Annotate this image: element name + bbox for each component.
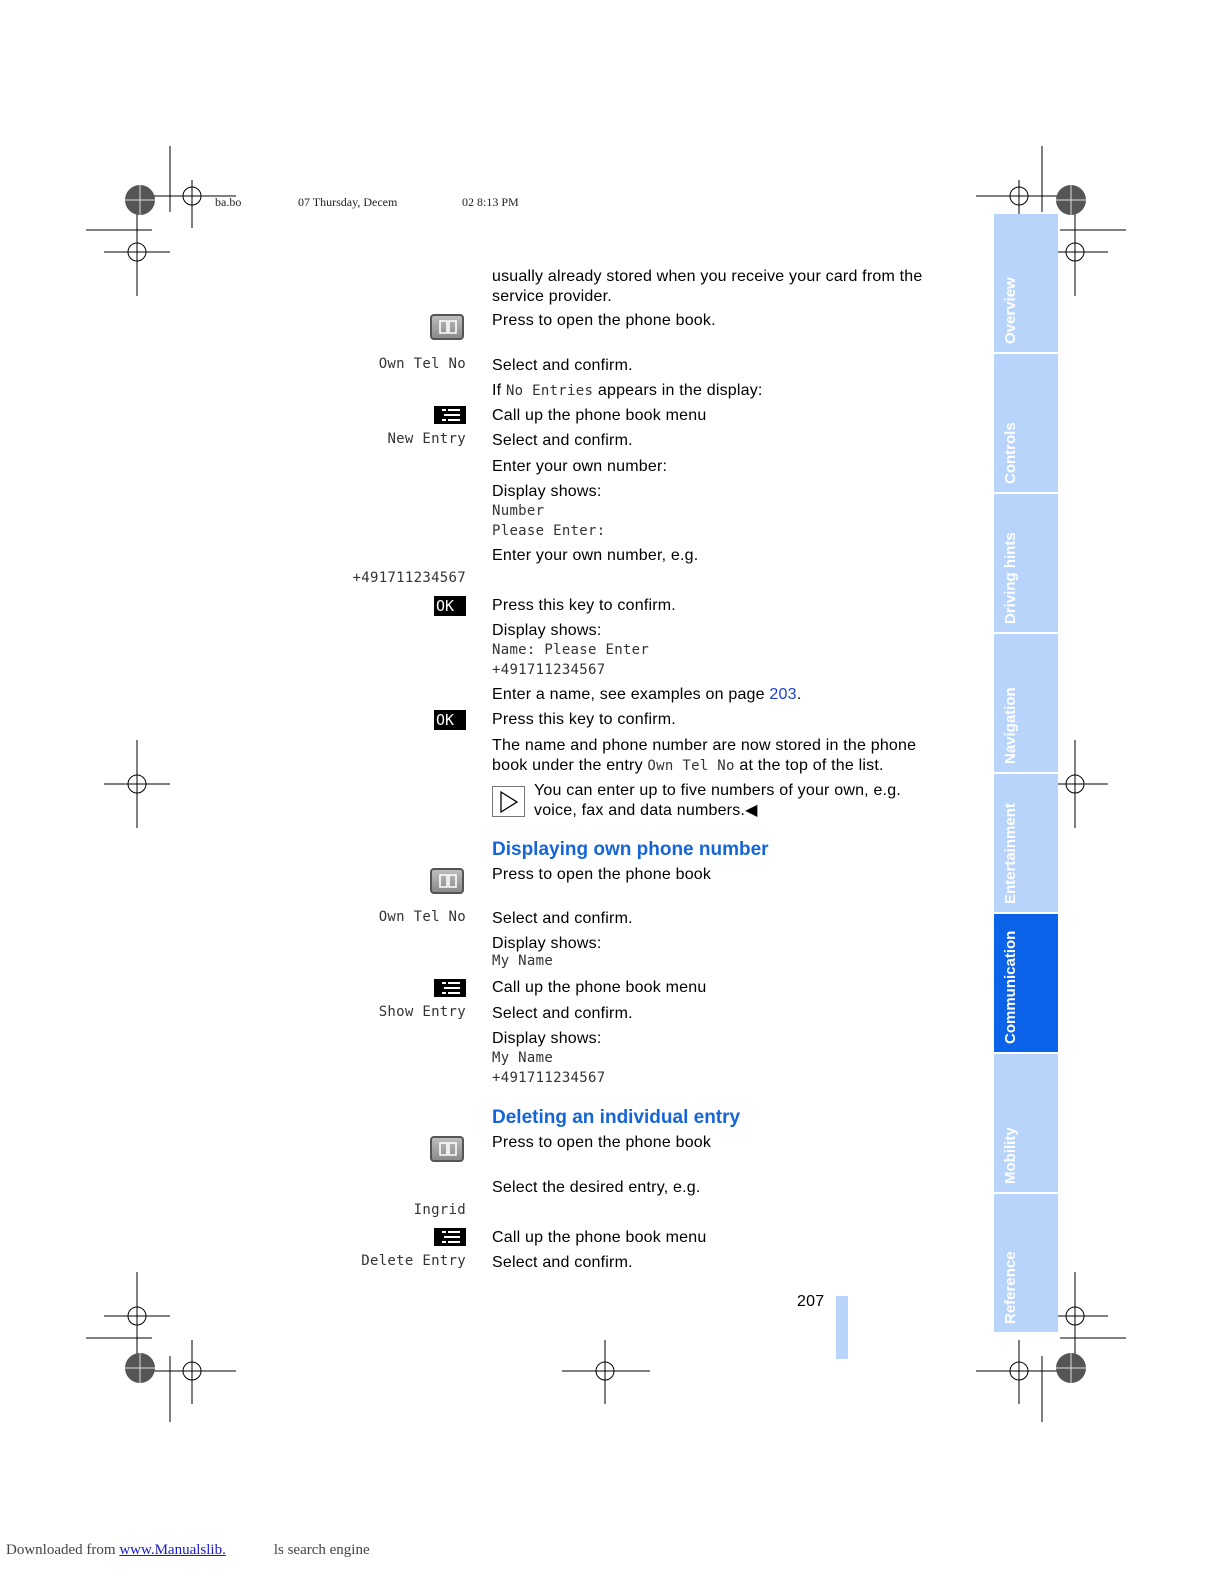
lcd-display-4: My Name +491711234567 [492,1050,606,1086]
page-link-203[interactable]: 203 [769,686,797,703]
tab-navigation[interactable]: Navigation [994,634,1058,772]
book-icon [438,873,458,889]
if-no-entries: If No Entries appears in the display: [492,382,763,399]
menu-icon [442,408,460,422]
step-open-phonebook-3: Press to open the phone book [492,1134,712,1151]
step-press-confirm-2: Press this key to confirm. [492,711,676,728]
step-call-menu-2: Call up the phone book menu [492,979,707,996]
stored-text: The name and phone number are now stored in the phone book under the entry Own Tel No at the top of the list. [492,737,917,774]
menu-button[interactable] [434,406,466,424]
lcd-display-1: Number Please Enter: [492,503,606,539]
tab-mobility[interactable]: Mobility [994,1054,1058,1192]
step-select-confirm-5: Select and confirm. [492,1254,633,1271]
tab-driving-hints[interactable]: Driving hints [994,494,1058,632]
tab-entertainment[interactable]: Entertainment [994,774,1058,912]
chapter-tabs [994,214,1058,1334]
menu-button-3[interactable] [434,1228,466,1246]
lcd-ingrid: Ingrid [413,1202,466,1218]
footer-downloaded: Downloaded from www.Manualslib. ls search engine [6,1542,370,1558]
lcd-display-2: Name: Please Enter +491711234567 [492,642,650,678]
ok-button-2[interactable]: OK [434,710,466,730]
header-date: 07 Thursday, Decem [298,195,398,209]
tab-overview[interactable]: Overview [994,214,1058,352]
note-arrow-icon [492,786,526,818]
step-select-desired: Select the desired entry, e.g. [492,1179,701,1196]
lcd-new-entry: New Entry [387,431,466,447]
phone-book-button[interactable] [430,314,464,340]
step-enter-own: Enter your own number: [492,458,668,475]
heading-displaying-own: Displaying own phone number [492,839,769,860]
book-icon [438,1141,458,1157]
step-select-confirm-4: Select and confirm. [492,1005,633,1022]
header-file: ba.bo [215,195,242,209]
step-call-menu-3: Call up the phone book menu [492,1229,707,1246]
intro-text: usually already stored when you receive your card from the service provider. [492,268,923,305]
tab-controls[interactable]: Controls [994,354,1058,492]
menu-icon [442,981,460,995]
step-select-confirm-2: Select and confirm. [492,432,633,449]
step-enter-eg: Enter your own number, e.g. [492,547,699,564]
lcd-own-tel-no-2: Own Tel No [378,909,466,925]
note-text: You can enter up to five numbers of your own, e.g. voice, fax and data numbers.◀ [534,782,901,819]
tab-reference[interactable]: Reference [994,1194,1058,1332]
page-number-bar [836,1296,848,1359]
display-shows-4: Display shows: [492,1030,602,1047]
phone-book-button-2[interactable] [430,868,464,894]
lcd-own-tel-no: Own Tel No [378,356,466,372]
step-enter-name: Enter a name, see examples on page 203. [492,686,802,703]
book-icon [438,319,458,335]
menu-button-2[interactable] [434,979,466,997]
lcd-number-example: +491711234567 [352,570,466,586]
step-open-phonebook-2: Press to open the phone book [492,866,712,883]
display-shows-3: Display shows: [492,935,602,952]
step-press-confirm: Press this key to confirm. [492,597,676,614]
lcd-my-name: My Name [492,953,554,969]
step-open-phonebook: Press to open the phone book. [492,312,716,329]
ok-button[interactable]: OK [434,596,466,616]
lcd-show-entry: Show Entry [378,1004,466,1020]
phone-book-button-3[interactable] [430,1136,464,1162]
display-shows-1: Display shows: [492,483,602,500]
page-number: 207 [797,1293,825,1310]
header-time: 02 8:13 PM [462,195,519,209]
display-shows-2: Display shows: [492,622,602,639]
menu-icon [442,1230,460,1244]
lcd-delete-entry: Delete Entry [361,1253,466,1269]
step-select-confirm: Select and confirm. [492,357,633,374]
step-select-confirm-3: Select and confirm. [492,910,633,927]
step-call-menu: Call up the phone book menu [492,407,707,424]
heading-deleting-entry: Deleting an individual entry [492,1107,741,1128]
tab-communication[interactable]: Communication [994,914,1058,1052]
footer-link[interactable]: www.Manualslib. [119,1542,226,1558]
